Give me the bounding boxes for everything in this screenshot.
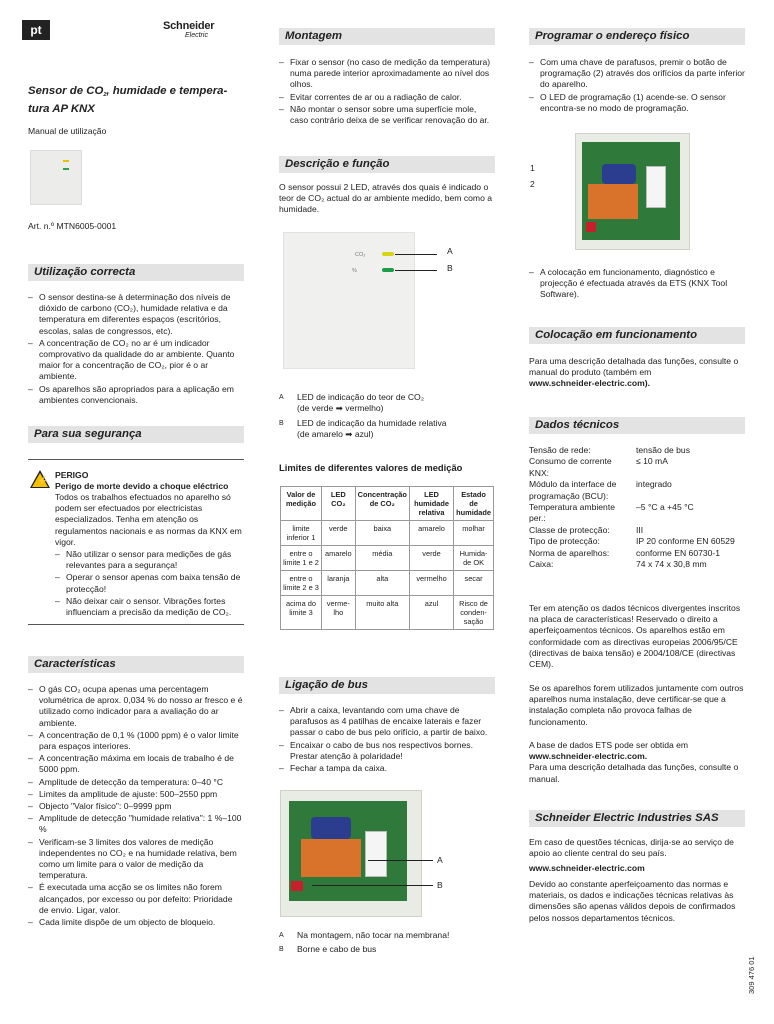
tech-value: integrado xyxy=(636,479,672,490)
callout-line-a xyxy=(368,860,433,861)
led-humidity-icon xyxy=(382,268,394,272)
tech-key: Módulo da interface de xyxy=(529,479,617,490)
legend-key-b: B xyxy=(279,946,284,953)
legend-key-b: B xyxy=(279,420,284,427)
callout-line-b xyxy=(395,270,437,271)
document-code: 309 476 01 xyxy=(747,956,756,994)
list-item: – Encaixar o cabo de bus nos respectivos bornes. Prestar atenção à polaridade! xyxy=(279,740,495,762)
tech-key: per.: xyxy=(529,513,546,524)
table-header: Concentração de CO₂ xyxy=(355,487,409,521)
section-heading-montagem: Montagem xyxy=(279,28,495,45)
led-co2-icon xyxy=(382,252,394,256)
limits-title: Limites de diferentes valores de medição xyxy=(279,462,463,473)
language-badge: pt xyxy=(22,20,50,40)
legend-a: Na montagem, não tocar na membrana! xyxy=(297,930,450,940)
table-cell: verde xyxy=(321,521,355,546)
tech-key: Norma de aparelhos: xyxy=(529,547,610,558)
legend-text: LED de indicação da humidade relativa xyxy=(297,418,447,428)
list-item: – Não utilizar o sensor para medições de gás relevantes para a segurança! xyxy=(55,549,245,571)
callout-label-a: A xyxy=(447,246,453,256)
sensor-pad xyxy=(301,839,361,877)
humidity-print: % xyxy=(352,268,357,274)
schneider-logo xyxy=(163,20,223,42)
table-cell: azul xyxy=(409,596,453,630)
tech-table xyxy=(529,445,745,581)
list-item: – Limites da amplitude de ajuste: 500–2550 ppm xyxy=(28,789,244,800)
table-row xyxy=(281,571,494,596)
list-item: – A concentração de CO₂ no ar é um indicador comprovativo da qualidade do ar ambiente. Quanto maior for a concentração de CO₂, pior é o ar ambiente. xyxy=(28,338,244,383)
table-cell: Risco de conden-sação xyxy=(454,596,494,630)
ets-paragraph xyxy=(529,740,745,785)
manual-label: Manual de utilização xyxy=(28,126,107,136)
section-heading-bus: Ligação de bus xyxy=(279,677,495,694)
title-sub: 2 xyxy=(103,92,107,98)
bus-terminal-icon xyxy=(291,881,303,891)
list-item: – A colocação em funcionamento, diagnóstico e projecção é efectuada através da ETS (KNX Tool Software). xyxy=(529,267,745,301)
section-heading-colocacao: Colocação em funcionamento xyxy=(529,327,745,344)
capacitor-icon xyxy=(602,164,636,184)
paragraph: Para uma descrição detalhada das funções, consulte o manual. xyxy=(529,762,739,784)
section-heading-caracteristicas: Características xyxy=(28,656,244,673)
tech-key: Tipo de protecção: xyxy=(529,536,600,547)
table-cell: entre o limite 2 e 3 xyxy=(281,571,322,596)
table-cell: acima do limite 3 xyxy=(281,596,322,630)
callout-label-a: A xyxy=(437,855,443,865)
legend-text: (de amarelo ➡ azul) xyxy=(297,429,374,440)
title-part: tura AP KNX xyxy=(28,103,95,115)
legend-a xyxy=(297,392,497,414)
paragraph: A base de dados ETS pode ser obtida em xyxy=(529,740,689,750)
warning-box xyxy=(28,459,244,625)
callout-label-1: 1 xyxy=(530,163,535,173)
table-cell: vermelho xyxy=(409,571,453,596)
tech-key: programação (BCU): xyxy=(529,490,609,501)
list-item: – Não deixar cair o sensor. Vibrações fortes influenciam a precisão da medição de CO₂. xyxy=(55,596,245,618)
tech-value: IP 20 conforme EN 60529 xyxy=(636,536,735,547)
legend-text: LED de indicação do teor de CO₂ xyxy=(297,392,425,402)
list-item: – Abrir a caixa, levantando com uma chave de parafusos as 4 patilhas de encaixe laterais e fazer passar o cabo de bus pelo orifício, a partir de baixo. xyxy=(279,705,495,739)
table-header: LED humidade relativa xyxy=(409,487,453,521)
list-item: – Evitar correntes de ar ou a radiação de calor. xyxy=(279,92,495,103)
callout-line-a xyxy=(395,254,437,255)
tech-value: tensão de bus xyxy=(636,445,690,455)
table-cell: alta xyxy=(355,571,409,596)
section-heading-sei: Schneider Electric Industries SAS xyxy=(529,810,745,827)
table-row xyxy=(281,546,494,571)
tech-paragraph: Ter em atenção os dados técnicos divergentes inscritos na placa de características! Reservado o direito a aperfeiçoamentos técnicos. Os aparelhos estão em conformidade com as directivas europeias 2006/95/CE (directivas de baixa tensão) e 2004/108/CE (directivas CEM). xyxy=(529,603,741,670)
device-photo-small xyxy=(30,150,82,205)
legend-key-a: A xyxy=(279,932,284,939)
prog-list-2 xyxy=(529,267,745,302)
tech-key: KNX: xyxy=(529,467,550,478)
table-cell: amarelo xyxy=(409,521,453,546)
features-list xyxy=(28,684,244,929)
list-item: – Com uma chave de parafusos, premir o botão de programação (2) através dos orifícios da parte inferior do aparelho. xyxy=(529,57,745,91)
tech-value: conforme EN 60730-1 xyxy=(636,547,721,558)
article-number: Art. n.º MTN6005-0001 xyxy=(28,221,117,231)
table-cell: laranja xyxy=(321,571,355,596)
paragraph: Para uma descrição detalhada das funções, consulte o manual do produto (também em xyxy=(529,356,739,378)
list-item: – Fechar a tampa da caixa. xyxy=(279,763,495,774)
list-item: – Objecto "Valor físico": 0–9999 ppm xyxy=(28,801,244,812)
table-header: LED CO₂ xyxy=(321,487,355,521)
list-item: – É executada uma acção se os limites não forem alcançados, por excesso ou por defeito: Prioridade de envio. Ligar, valor. xyxy=(28,882,244,916)
section-heading-descricao: Descrição e função xyxy=(279,156,495,173)
prog-list xyxy=(529,57,745,115)
title-part: Sensor de CO xyxy=(28,85,104,97)
tech-paragraph: Se os aparelhos forem utilizados juntamente com outros aparelhos numa instalação, deve certificar-se que a instalação completa não provoca falhas de funcionamento. xyxy=(529,683,744,727)
danger-list xyxy=(55,549,245,619)
co2-print: CO₂ xyxy=(355,252,366,258)
capacitor-icon xyxy=(311,817,351,839)
led-humidity-icon xyxy=(63,168,69,170)
list-item: – Operar o sensor apenas com baixa tensão de protecção! xyxy=(55,572,245,594)
table-cell: verde xyxy=(409,546,453,571)
callout-label-2: 2 xyxy=(530,179,535,189)
table-cell: limite inferior 1 xyxy=(281,521,322,546)
website-link[interactable]: www.schneider-electric.com. xyxy=(529,751,648,762)
tech-key: Classe de protecção: xyxy=(529,524,610,535)
descricao-text: O sensor possui 2 LED, através dos quais é indicado o teor de CO₂ actual do ar ambiente medido, bem como a humidade. xyxy=(279,182,493,215)
sensor-pad xyxy=(588,184,638,219)
list-item: – O gás CO₂ ocupa apenas uma percentagem volumétrica de aprox. 0,034 % do nosso ar fresco e é utilizado como indicador para a avaliação do ar ambiente. xyxy=(28,684,244,729)
table-header: Valor de medição xyxy=(281,487,322,521)
sei-paragraph: Em caso de questões técnicas, dirija-se ao serviço de apoio ao cliente central do seu país. xyxy=(529,837,734,859)
product-title xyxy=(28,84,244,116)
legend-key-a: A xyxy=(279,394,284,401)
tech-key: Consumo de corrente xyxy=(529,456,612,467)
tech-value: ≤ 10 mA xyxy=(636,456,668,467)
danger-subtitle: Perigo de morte devido a choque eléctrico xyxy=(55,481,229,491)
tech-key: Temperatura ambiente xyxy=(529,502,615,512)
table-cell: molhar xyxy=(454,521,494,546)
list-item: – O LED de programação (1) acende-se. O sensor encontra-se no modo de programação. xyxy=(529,92,745,114)
legend-text: (de verde ➡ vermelho) xyxy=(297,403,384,414)
danger-label: PERIGO xyxy=(55,470,89,480)
table-cell: Humida-de OK xyxy=(454,546,494,571)
colocacao-text xyxy=(529,356,745,390)
table-cell: entre o limite 1 e 2 xyxy=(281,546,322,571)
section-heading-seguranca: Para sua segurança xyxy=(28,426,244,443)
table-header-row xyxy=(281,487,494,521)
programming-photo xyxy=(575,133,690,250)
table-row xyxy=(281,596,494,630)
table-row xyxy=(281,521,494,546)
sei-paragraph: Devido ao constante aperfeiçoamento das normas e materiais, os dados e indicações técnicas relativas às dimensões são apenas válidos depois de confirmados pelos nossos departamentos técnicos. xyxy=(529,879,736,923)
tech-key: Caixa: xyxy=(529,559,554,569)
limits-table xyxy=(280,486,494,630)
list-item: – A concentração de 0,1 % (1000 ppm) é o valor limite para espaços interiores. xyxy=(28,730,244,752)
lightning-icon: ⚡ xyxy=(37,476,49,486)
bus-list xyxy=(279,705,495,775)
danger-text: Todos os trabalhos efectuados no aparelho só podem ser efectuados por electricistas especializados. Tenha em atenção os regulamentos nacionais e as normas da KNX em vigor. xyxy=(55,492,242,547)
legend-b xyxy=(297,418,497,440)
table-cell: muito alta xyxy=(355,596,409,630)
table-header: Estado de humidade xyxy=(454,487,494,521)
tech-key: Tensão de rede: xyxy=(529,445,591,455)
montagem-list xyxy=(279,57,495,127)
list-item: – Amplitude de detecção da temperatura: 0–40 °C xyxy=(28,777,244,788)
bus-photo xyxy=(280,790,422,917)
list-item: – Não montar o sensor sobre uma superfície mole, caso contrário deixa de se verificar renovação do ar. xyxy=(279,104,495,126)
list-item: – Os aparelhos são apropriados para a aplicação em ambientes convencionais. xyxy=(28,384,244,406)
tech-value: III xyxy=(636,524,644,535)
device-photo xyxy=(283,232,415,369)
brand-sub: Electric xyxy=(185,32,208,39)
section-heading-programar: Programar o endereço físico xyxy=(529,28,745,45)
membrane-icon xyxy=(646,166,666,208)
uso-list xyxy=(28,292,244,407)
website-link[interactable]: www.schneider-electric.com xyxy=(529,863,645,873)
website-link[interactable]: www.schneider-electric.com). xyxy=(529,378,650,389)
callout-label-b: B xyxy=(437,880,443,890)
section-heading-dados: Dados técnicos xyxy=(529,417,745,434)
title-part: , humidade e tempera- xyxy=(106,85,228,97)
list-item: – Fixar o sensor (no caso de medição da temperatura) numa parede interior aproximadamente ao nível dos olhos. xyxy=(279,57,495,91)
tech-value: –5 °C a +45 °C xyxy=(636,502,694,512)
list-item: – Amplitude de detecção "humidade relativa": 1 %–100 % xyxy=(28,813,244,835)
list-item: – Verificam-se 3 limites dos valores de medição independentes no CO₂ e na humidade relativa, bem como um limite para o valor de medição da temperatura. xyxy=(28,837,244,882)
table-cell: média xyxy=(355,546,409,571)
table-cell: verme-lho xyxy=(321,596,355,630)
table-cell: baixa xyxy=(355,521,409,546)
brand-name: Schneider xyxy=(163,20,215,32)
table-cell: secar xyxy=(454,571,494,596)
list-item: – Cada limite dispõe de um objecto de bloqueio. xyxy=(28,917,244,928)
led-co2-icon xyxy=(63,160,69,162)
callout-label-b: B xyxy=(447,263,453,273)
bus-terminal-icon xyxy=(586,222,596,232)
tech-value: 74 x 74 x 30,8 mm xyxy=(636,559,707,569)
legend-b: Borne e cabo de bus xyxy=(297,944,377,954)
callout-line-b xyxy=(312,885,433,886)
list-item: – A concentração máxima em locais de trabalho é de 5000 ppm. xyxy=(28,753,244,775)
membrane-icon xyxy=(365,831,387,877)
section-heading-uso: Utilização correcta xyxy=(28,264,244,281)
list-item: – O sensor destina-se à determinação dos níveis de dióxido de carbono (CO₂), humidade relativa e da temperatura em diferentes espaços (escritórios, escolas, salas de congressos, etc). xyxy=(28,292,244,337)
table-cell: amarelo xyxy=(321,546,355,571)
